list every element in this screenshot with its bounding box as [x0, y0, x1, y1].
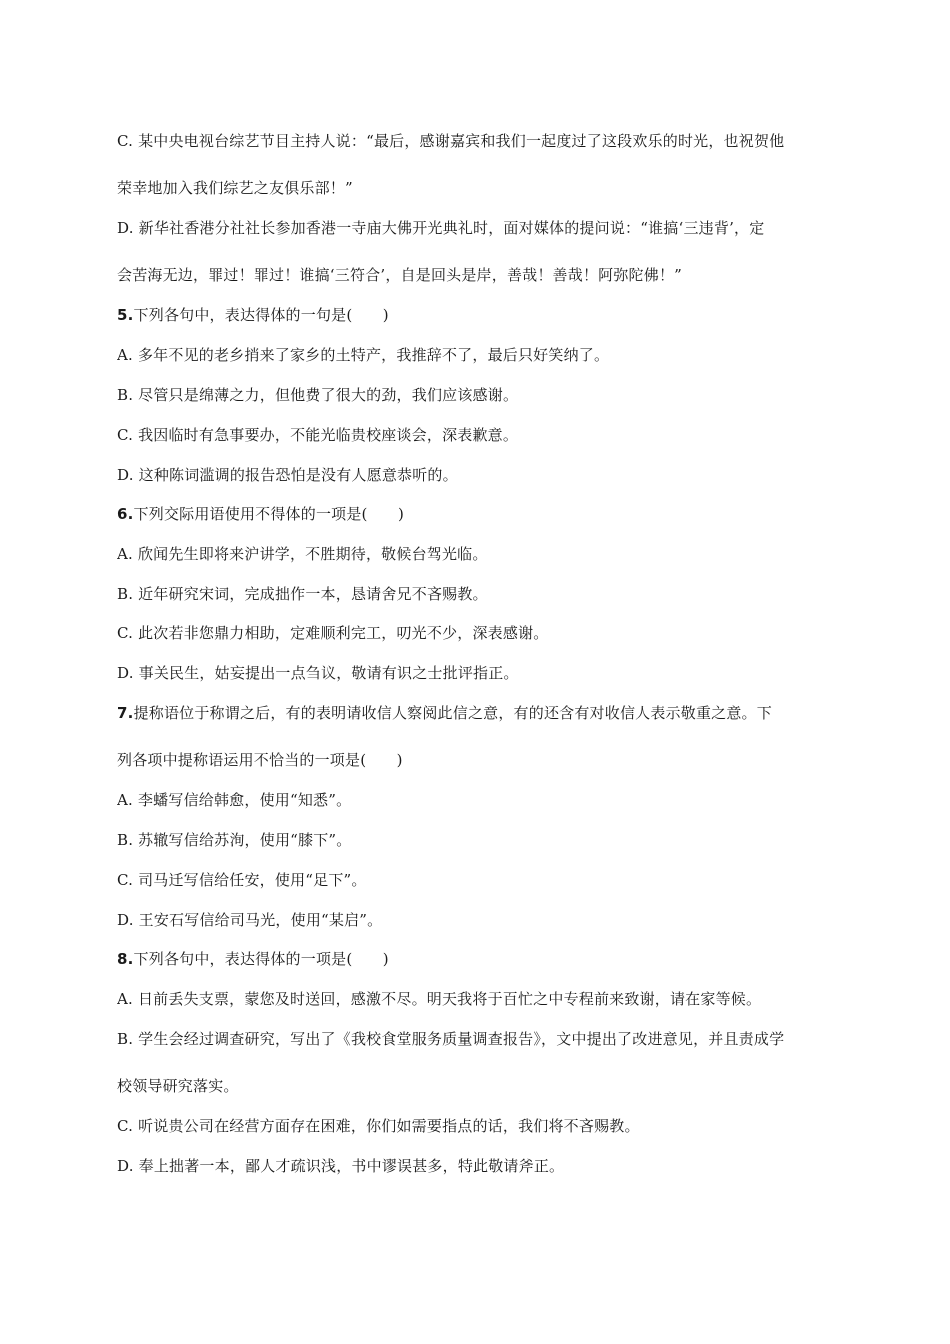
- q8-number: 8.: [117, 950, 134, 968]
- q4-option-d-line1: D. 新华社香港分社社长参加香港一寺庙大佛开光典礼时，面对媒体的提问说：“谁搞‘三违背’，定: [117, 219, 765, 237]
- q5-stem: [117, 304, 837, 326]
- q7-number: 7.: [117, 704, 134, 722]
- q6-option-c: C. 此次若非您鼎力相助，定难顺利完工，叨光不少，深表感谢。: [117, 624, 549, 642]
- q8-stem: [117, 948, 837, 970]
- q7-stem-line1: [117, 702, 837, 724]
- q6-stem-text: 下列交际用语使用不得体的一项是( ): [133, 505, 405, 523]
- q5-number: 5.: [117, 306, 134, 324]
- q6-option-b: B. 近年研究宋词，完成拙作一本，恳请舍兄不吝赐教。: [117, 585, 488, 603]
- q4-option-c-line1: C. 某中央电视台综艺节目主持人说：“最后，感谢嘉宾和我们一起度过了这段欢乐的时光，也祝贺他: [117, 132, 785, 150]
- q6-number: 6.: [117, 505, 134, 523]
- q7-stem-text-line1: 提称语位于称谓之后，有的表明请收信人察阅此信之意，有的还含有对收信人表示敬重之意。下: [133, 704, 772, 722]
- q6-stem: [117, 503, 837, 525]
- q5-option-b: B. 尽管只是绵薄之力，但他费了很大的劲，我们应该感谢。: [117, 386, 519, 404]
- q8-option-b-line1: B. 学生会经过调查研究，写出了《我校食堂服务质量调查报告》，文中提出了改进意见，并且责成学: [117, 1030, 785, 1048]
- q7-stem-line2: 列各项中提称语运用不恰当的一项是( ): [117, 751, 403, 769]
- q7-option-a: A. 李蟠写信给韩愈，使用“知悉”。: [117, 791, 352, 809]
- q8-option-a: A. 日前丢失支票，蒙您及时送回，感激不尽。明天我将于百忙之中专程前来致谢，请在家等候。: [117, 990, 762, 1008]
- q8-option-b-line2: 校领导研究落实。: [117, 1077, 239, 1095]
- q8-stem-text: 下列各句中，表达得体的一项是( ): [133, 950, 389, 968]
- q5-option-c: C. 我因临时有急事要办，不能光临贵校座谈会，深表歉意。: [117, 426, 519, 444]
- q4-option-c-line2: 荣幸地加入我们综艺之友俱乐部！”: [117, 179, 353, 197]
- q6-option-d: D. 事关民生，姑妄提出一点刍议，敬请有识之士批评指正。: [117, 664, 519, 682]
- q5-stem-text: 下列各句中，表达得体的一句是( ): [133, 306, 389, 324]
- q8-option-d: D. 奉上拙著一本，鄙人才疏识浅，书中谬误甚多，特此敬请斧正。: [117, 1157, 565, 1175]
- q7-option-c: C. 司马迁写信给任安，使用“足下”。: [117, 871, 367, 889]
- q6-option-a: A. 欣闻先生即将来沪讲学，不胜期待，敬候台驾光临。: [117, 545, 488, 563]
- q8-option-c: C. 听说贵公司在经营方面存在困难，你们如需要指点的话，我们将不吝赐教。: [117, 1117, 640, 1135]
- q7-option-b: B. 苏辙写信给苏洵，使用“膝下”。: [117, 831, 352, 849]
- q5-option-d: D. 这种陈词滥调的报告恐怕是没有人愿意恭听的。: [117, 466, 458, 484]
- q5-option-a: A. 多年不见的老乡捎来了家乡的土特产，我推辞不了，最后只好笑纳了。: [117, 346, 610, 364]
- q4-option-d-line2: 会苦海无边，罪过！罪过！谁搞‘三符合’，自是回头是岸，善哉！善哉！阿弥陀佛！”: [117, 266, 683, 284]
- q7-option-d: D. 王安石写信给司马光，使用“某启”。: [117, 911, 383, 929]
